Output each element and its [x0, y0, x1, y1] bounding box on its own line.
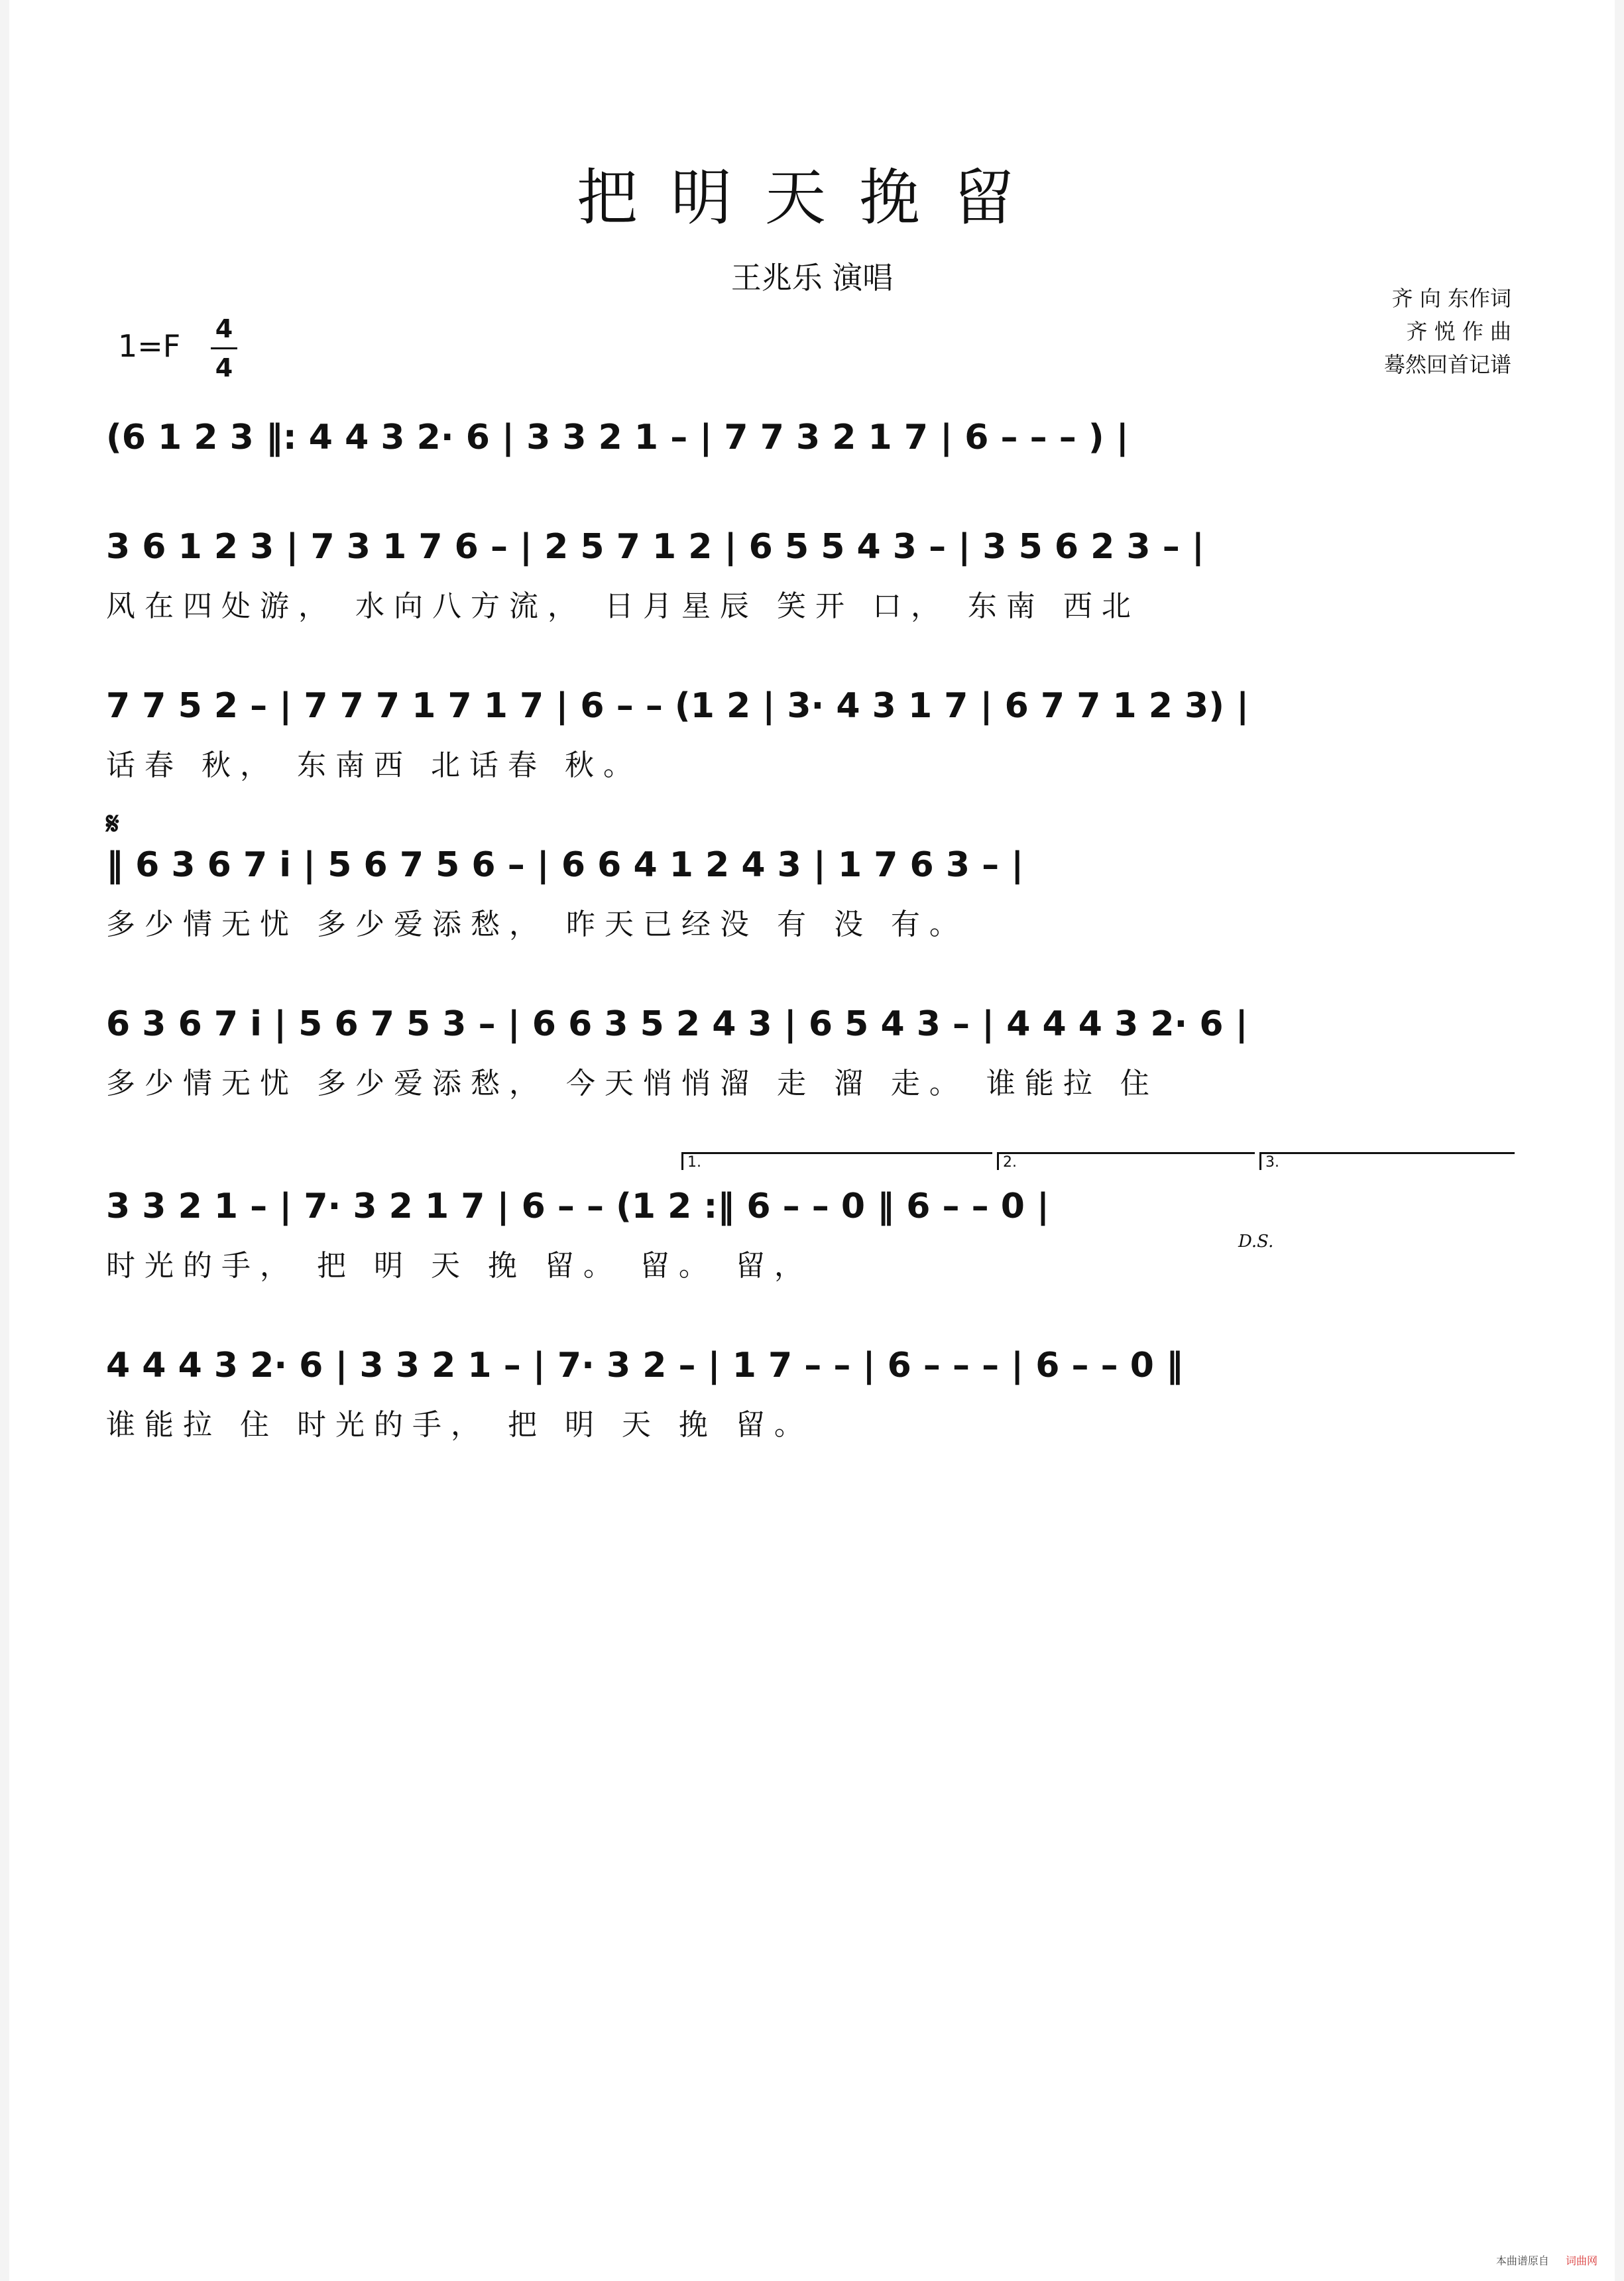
time-signature-numerator: 4 — [215, 314, 233, 343]
right-margin-strip — [1615, 0, 1624, 2281]
volta-bracket-2: 2. — [997, 1152, 1255, 1170]
notation-line: 7 7 5 2 – | 7 7 7 1 7 1 7 | 6 – – (1 2 | 3· 4 3 1 7 | 6 7 7 1 2 3) | — [106, 686, 1249, 726]
singer-line: 王兆乐 演唱 — [730, 260, 894, 296]
lyrics-line — [106, 477, 1518, 517]
left-margin-strip — [0, 0, 9, 2281]
volta-bracket-1: 1. — [681, 1152, 992, 1170]
lyrics-line: 风在四处游， 水向八方流， 日月星辰 笑开 口， 东南 西北 — [106, 589, 1140, 623]
notation-line: 3 6 1 2 3 | 7 3 1 7 6 – | 2 5 7 1 2 | 6 5 5 4 3 – | 3 5 6 2 3 – | — [106, 527, 1204, 567]
lyrics-line: 话春 秋， 东南西 北话春 秋。 — [106, 748, 642, 782]
notation-line: ‖ 6 3 6 7 i | 5 6 7 5 6 – | 6 6 4 1 2 4 3 | 1 7 6 3 – | — [106, 845, 1024, 885]
segno-sign: 𝄋 — [106, 805, 119, 841]
footer-source-text: 本曲谱原自 — [1495, 2254, 1549, 2267]
time-signature-denominator: 4 — [211, 347, 237, 386]
notation-line: 3 3 2 1 – | 7· 3 2 1 7 | 6 – – (1 2 :‖ 6 – – 0 ‖ 6 – – 0 | — [106, 1187, 1049, 1226]
notation-line: 6 3 6 7 i | 5 6 7 5 3 – | 6 6 3 5 2 4 3 | 6 5 4 3 – | 4 4 4 3 2· 6 | — [106, 1004, 1248, 1044]
lyrics-line: 多少情无忧 多少爱添愁， 今天悄悄溜 走 溜 走。 谁能拉 住 — [106, 1067, 1159, 1100]
lyrics-line: 谁能拉 住 时光的手， 把 明 天 挽 留。 — [106, 1408, 813, 1442]
song-title: 把明天挽留 — [576, 162, 1047, 233]
dal-segno-mark: D.S. — [1238, 1232, 1274, 1252]
composer-credit: 齐 悦 作 曲 — [1406, 319, 1511, 344]
volta-bracket-3: 3. — [1259, 1152, 1515, 1170]
notation-line: (6 1 2 3 ‖: 4 4 3 2· 6 | 3 3 2 1 – | 7 7 3 2 1 7 | 6 – – – ) | — [106, 418, 1129, 457]
footer-watermark — [1496, 2252, 1597, 2268]
notation-line: 4 4 4 3 2· 6 | 3 3 2 1 – | 7· 3 2 – | 1 7 – – | 6 – – – | 6 – – 0 ‖ — [106, 1346, 1184, 1385]
key-signature: 1=F — [118, 328, 181, 364]
lyricist-credit: 齐 向 东作词 — [1391, 286, 1511, 311]
lyrics-line: 多少情无忧 多少爱添愁， 昨天已经没 有 没 有。 — [106, 907, 968, 941]
footer-site-name: 词曲网 — [1565, 2254, 1597, 2267]
lyrics-line: 时光的手， 把 明 天 挽 留。 留。 留， — [106, 1249, 813, 1283]
time-signature — [211, 310, 237, 386]
transcriber-credit: 蓦然回首记谱 — [1383, 352, 1511, 377]
credits — [1384, 282, 1511, 381]
